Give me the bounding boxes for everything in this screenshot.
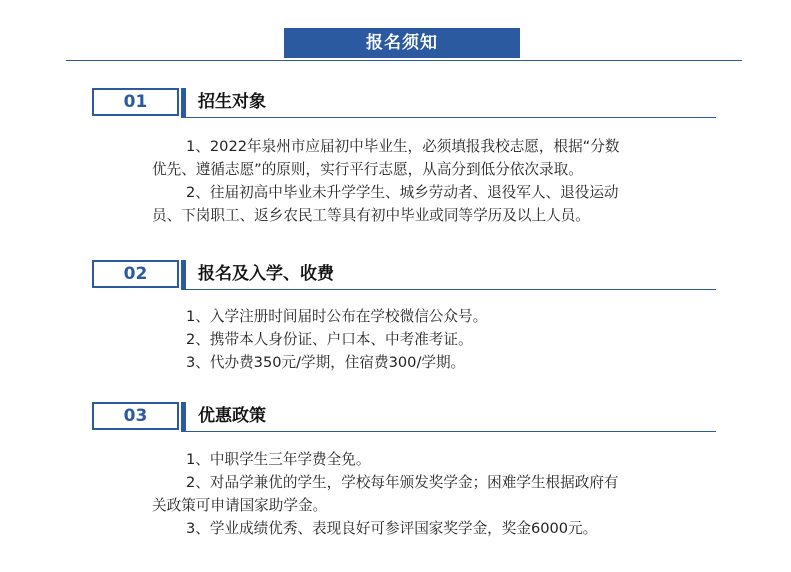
section-title: 招生对象 (198, 92, 266, 112)
paragraph-line: 1、入学注册时间届时公布在学校微信公众号。 (186, 308, 488, 325)
paragraph-line: 1、2022年泉州市应届初中毕业生，必须填报我校志愿，根据“分数 (186, 138, 620, 155)
paragraph-line: 1、中职学生三年学费全免。 (186, 451, 371, 468)
section-divider (186, 117, 716, 118)
section-accent-bar (181, 88, 186, 118)
section-title: 优惠政策 (198, 406, 266, 426)
section-accent-bar (181, 260, 186, 290)
section-divider (186, 431, 716, 432)
header-divider (66, 60, 742, 61)
paragraph-line: 关政策可申请国家助学金。 (152, 497, 328, 514)
section-body (152, 305, 722, 374)
section-body (152, 448, 722, 540)
page-title: 报名须知 (284, 28, 520, 58)
paragraph-line: 2、携带本人身份证、户口本、中考准考证。 (186, 331, 473, 348)
section-accent-bar (181, 402, 186, 432)
section-number: 03 (92, 402, 179, 430)
section-number: 02 (92, 260, 179, 288)
paragraph-line: 2、对品学兼优的学生，学校每年颁发奖学金；困难学生根据政府有 (186, 474, 619, 491)
section-number: 01 (92, 88, 179, 116)
paragraph-line: 优先、遵循志愿”的原则，实行平行志愿，从高分到低分依次录取。 (152, 161, 583, 178)
paragraph-line: 员、下岗职工、返乡农民工等具有初中毕业或同等学历及以上人员。 (152, 207, 590, 224)
section-body (152, 135, 722, 227)
paragraph-line: 3、学业成绩优秀、表现良好可参评国家奖学金，奖金6000元。 (186, 520, 598, 537)
section-title: 报名及入学、收费 (198, 264, 334, 284)
section-divider (186, 289, 716, 290)
paragraph-line: 2、往届初高中毕业未升学学生、城乡劳动者、退役军人、退役运动 (186, 184, 619, 201)
paragraph-line: 3、代办费350元/学期，住宿费300/学期。 (186, 354, 466, 371)
